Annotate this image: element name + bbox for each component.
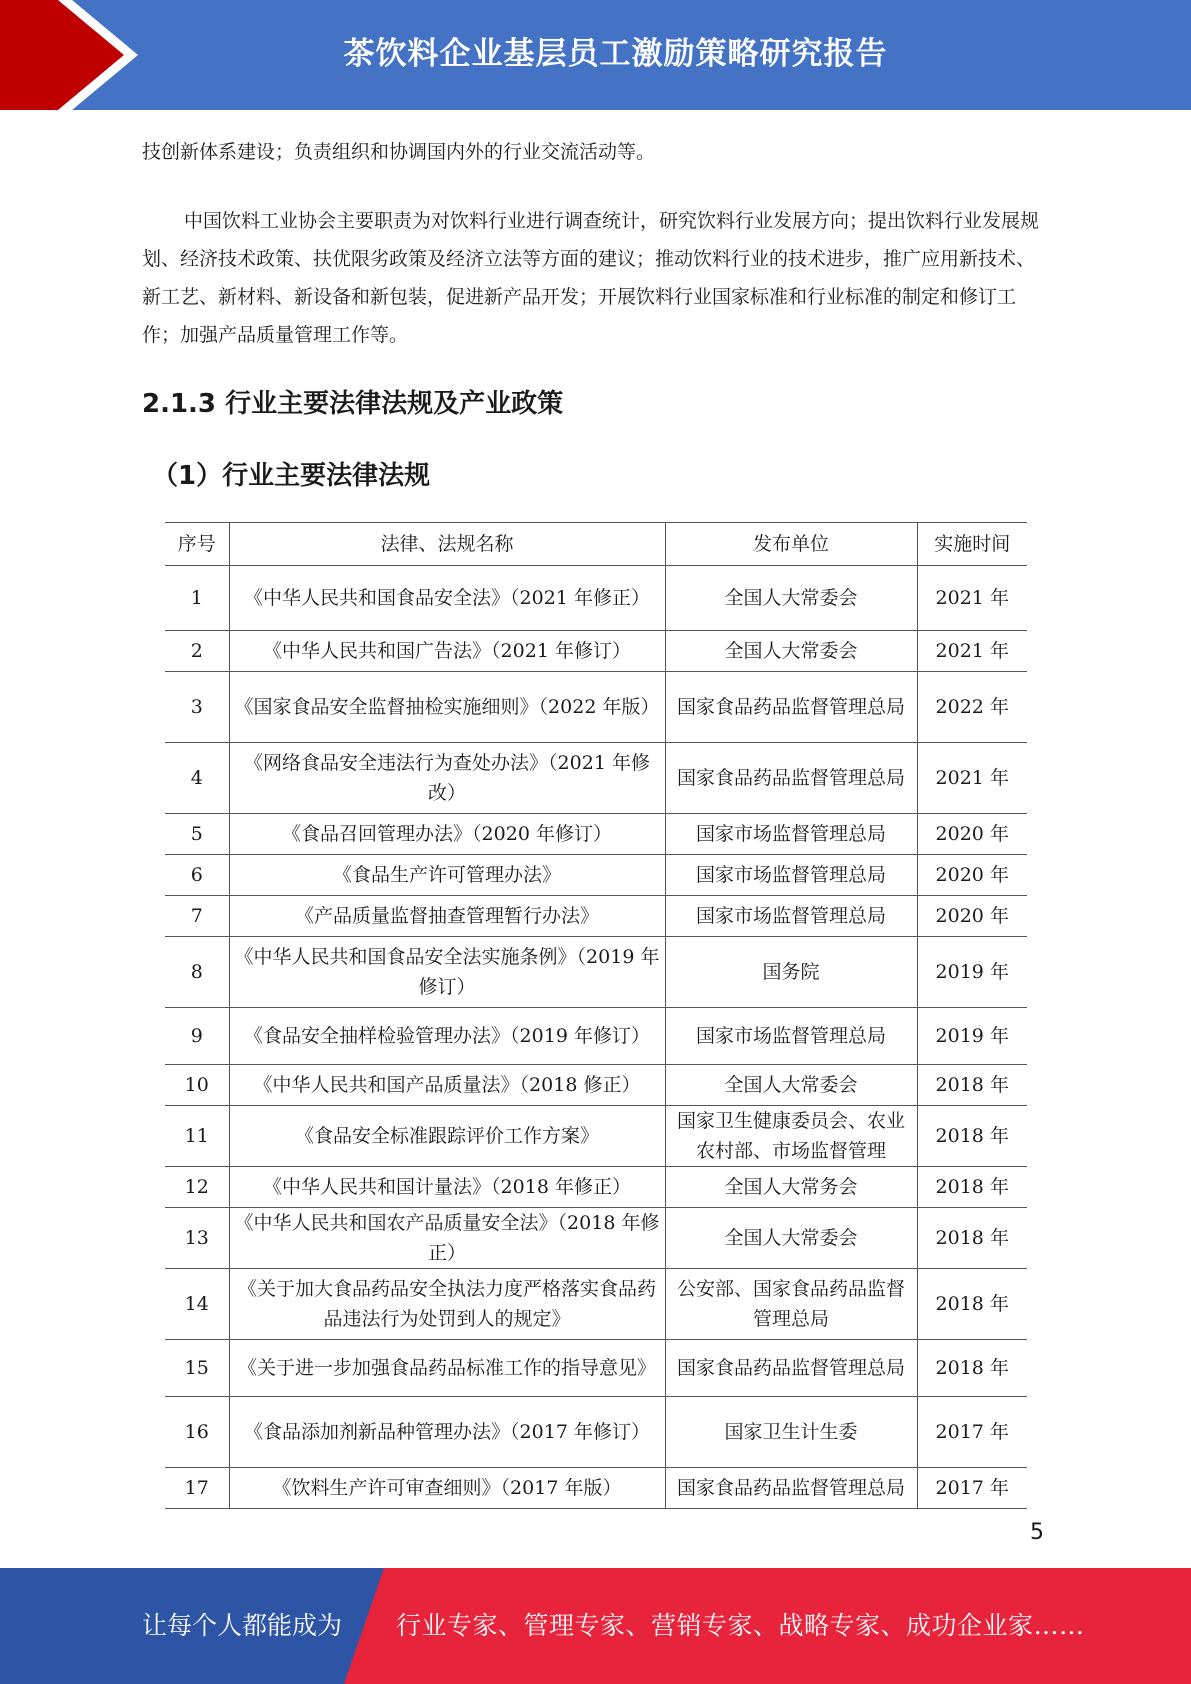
- page-footer: [0, 1568, 1191, 1684]
- page-number: 5: [1030, 1520, 1044, 1545]
- cell-index: 4: [165, 743, 229, 814]
- cell-index: 6: [165, 855, 229, 896]
- cell-issuer: 国家市场监督管理总局: [665, 1008, 917, 1065]
- cell-index: 5: [165, 814, 229, 855]
- table-row: [165, 1167, 1027, 1208]
- cell-index: 2: [165, 631, 229, 672]
- cell-index: 17: [165, 1468, 229, 1509]
- header-issuer: 发布单位: [665, 523, 917, 566]
- cell-effective-date: 2020 年: [917, 855, 1027, 896]
- cell-law-name: 《中华人民共和国食品安全法》（2021 年修正）: [229, 566, 665, 631]
- cell-issuer: 国家食品药品监督管理总局: [665, 1340, 917, 1397]
- footer-slogan-right: 行业专家、管理专家、营销专家、战略专家、成功企业家……: [396, 1611, 1085, 1640]
- header-effective-date: 实施时间: [917, 523, 1027, 566]
- cell-issuer: 全国人大常委会: [665, 631, 917, 672]
- footer-slogan-left: 让每个人都能成为: [142, 1611, 343, 1640]
- cell-law-name: 《食品召回管理办法》（2020 年修订）: [229, 814, 665, 855]
- cell-law-name: 《中华人民共和国产品质量法》（2018 修正）: [229, 1065, 665, 1106]
- cell-index: 13: [165, 1208, 229, 1269]
- header-index: 序号: [165, 523, 229, 566]
- table-row: [165, 1340, 1027, 1397]
- cell-index: 16: [165, 1397, 229, 1468]
- paragraph-association-duties: 中国饮料工业协会主要职责为对饮料行业进行调查统计，研究饮料行业发展方向；提出饮料行业发展规划、经济技术政策、扶优限劣政策及经济立法等方面的建议；推动饮料行业的技术进步，推广应用新技术、新工艺、新材料、新设备和新包装，促进新产品开发；开展饮料行业国家标准和行业标准的制定和修订工作；加强产品质量管理工作等。: [142, 210, 1040, 346]
- table-row: [165, 631, 1027, 672]
- cell-effective-date: 2021 年: [917, 631, 1027, 672]
- table-row: [165, 937, 1027, 1008]
- cell-issuer: 国家卫生计生委: [665, 1397, 917, 1468]
- cell-law-name: 《关于加大食品药品安全执法力度严格落实食品药品违法行为处罚到人的规定》: [229, 1269, 665, 1340]
- cell-effective-date: 2018 年: [917, 1340, 1027, 1397]
- table-row: [165, 1397, 1027, 1468]
- cell-effective-date: 2018 年: [917, 1269, 1027, 1340]
- cell-index: 12: [165, 1167, 229, 1208]
- cell-law-name: 《产品质量监督抽查管理暂行办法》: [229, 896, 665, 937]
- cell-index: 7: [165, 896, 229, 937]
- table-row: [165, 896, 1027, 937]
- table-row: [165, 814, 1027, 855]
- cell-issuer: 国家食品药品监督管理总局: [665, 672, 917, 743]
- cell-effective-date: 2022 年: [917, 672, 1027, 743]
- header-law-name: 法律、法规名称: [229, 523, 665, 566]
- cell-law-name: 《食品添加剂新品种管理办法》（2017 年修订）: [229, 1397, 665, 1468]
- section-heading: 2.1.3 行业主要法律法规及产业政策: [142, 389, 564, 419]
- cell-effective-date: 2021 年: [917, 743, 1027, 814]
- cell-law-name: 《网络食品安全违法行为查处办法》（2021 年修改）: [229, 743, 665, 814]
- cell-index: 10: [165, 1065, 229, 1106]
- laws-table-container: [165, 522, 1027, 1499]
- cell-law-name: 《饮料生产许可审查细则》（2017 年版）: [229, 1468, 665, 1509]
- paragraph-continued: 技创新体系建设；负责组织和协调国内外的行业交流活动等。: [142, 141, 656, 163]
- table-row: [165, 1468, 1027, 1509]
- cell-effective-date: 2017 年: [917, 1468, 1027, 1509]
- cell-issuer: 国家市场监督管理总局: [665, 814, 917, 855]
- cell-issuer: 国家市场监督管理总局: [665, 855, 917, 896]
- cell-issuer: 国家食品药品监督管理总局: [665, 1468, 917, 1509]
- cell-index: 15: [165, 1340, 229, 1397]
- table-body: [165, 566, 1027, 1509]
- cell-law-name: 《中华人民共和国食品安全法实施条例》（2019 年修订）: [229, 937, 665, 1008]
- page-header: [0, 0, 1191, 110]
- cell-effective-date: 2020 年: [917, 896, 1027, 937]
- cell-index: 8: [165, 937, 229, 1008]
- cell-law-name: 《食品安全抽样检验管理办法》（2019 年修订）: [229, 1008, 665, 1065]
- cell-effective-date: 2018 年: [917, 1065, 1027, 1106]
- table-row: [165, 1008, 1027, 1065]
- cell-index: 1: [165, 566, 229, 631]
- cell-effective-date: 2020 年: [917, 814, 1027, 855]
- cell-index: 3: [165, 672, 229, 743]
- table-row: [165, 1208, 1027, 1269]
- cell-issuer: 全国人大常委会: [665, 566, 917, 631]
- cell-index: 14: [165, 1269, 229, 1340]
- cell-issuer: 国家卫生健康委员会、农业农村部、市场监督管理: [665, 1106, 917, 1167]
- cell-law-name: 《中华人民共和国广告法》（2021 年修订）: [229, 631, 665, 672]
- cell-law-name: 《关于进一步加强食品药品标准工作的指导意见》: [229, 1340, 665, 1397]
- cell-issuer: 国务院: [665, 937, 917, 1008]
- laws-table: [165, 522, 1027, 1509]
- table-row: [165, 672, 1027, 743]
- cell-effective-date: 2018 年: [917, 1167, 1027, 1208]
- table-header-row: [165, 523, 1027, 566]
- table-row: [165, 1269, 1027, 1340]
- table-row: [165, 1065, 1027, 1106]
- cell-issuer: 公安部、国家食品药品监督管理总局: [665, 1269, 917, 1340]
- cell-issuer: 全国人大常务会: [665, 1167, 917, 1208]
- table-row: [165, 743, 1027, 814]
- table-row: [165, 566, 1027, 631]
- cell-index: 11: [165, 1106, 229, 1167]
- report-title: 茶饮料企业基层员工激励策略研究报告: [343, 36, 888, 72]
- cell-law-name: 《食品安全标准跟踪评价工作方案》: [229, 1106, 665, 1167]
- cell-law-name: 《国家食品安全监督抽检实施细则》（2022 年版）: [229, 672, 665, 743]
- table-row: [165, 855, 1027, 896]
- cell-issuer: 全国人大常委会: [665, 1065, 917, 1106]
- cell-issuer: 国家食品药品监督管理总局: [665, 743, 917, 814]
- cell-effective-date: 2021 年: [917, 566, 1027, 631]
- cell-law-name: 《中华人民共和国计量法》（2018 年修正）: [229, 1167, 665, 1208]
- cell-law-name: 《中华人民共和国农产品质量安全法》（2018 年修正）: [229, 1208, 665, 1269]
- cell-index: 9: [165, 1008, 229, 1065]
- cell-effective-date: 2019 年: [917, 937, 1027, 1008]
- table-row: [165, 1106, 1027, 1167]
- subsection-heading: （1）行业主要法律法规: [152, 461, 431, 491]
- cell-effective-date: 2019 年: [917, 1008, 1027, 1065]
- cell-effective-date: 2018 年: [917, 1106, 1027, 1167]
- cell-effective-date: 2018 年: [917, 1208, 1027, 1269]
- cell-issuer: 国家市场监督管理总局: [665, 896, 917, 937]
- cell-issuer: 全国人大常委会: [665, 1208, 917, 1269]
- cell-law-name: 《食品生产许可管理办法》: [229, 855, 665, 896]
- cell-effective-date: 2017 年: [917, 1397, 1027, 1468]
